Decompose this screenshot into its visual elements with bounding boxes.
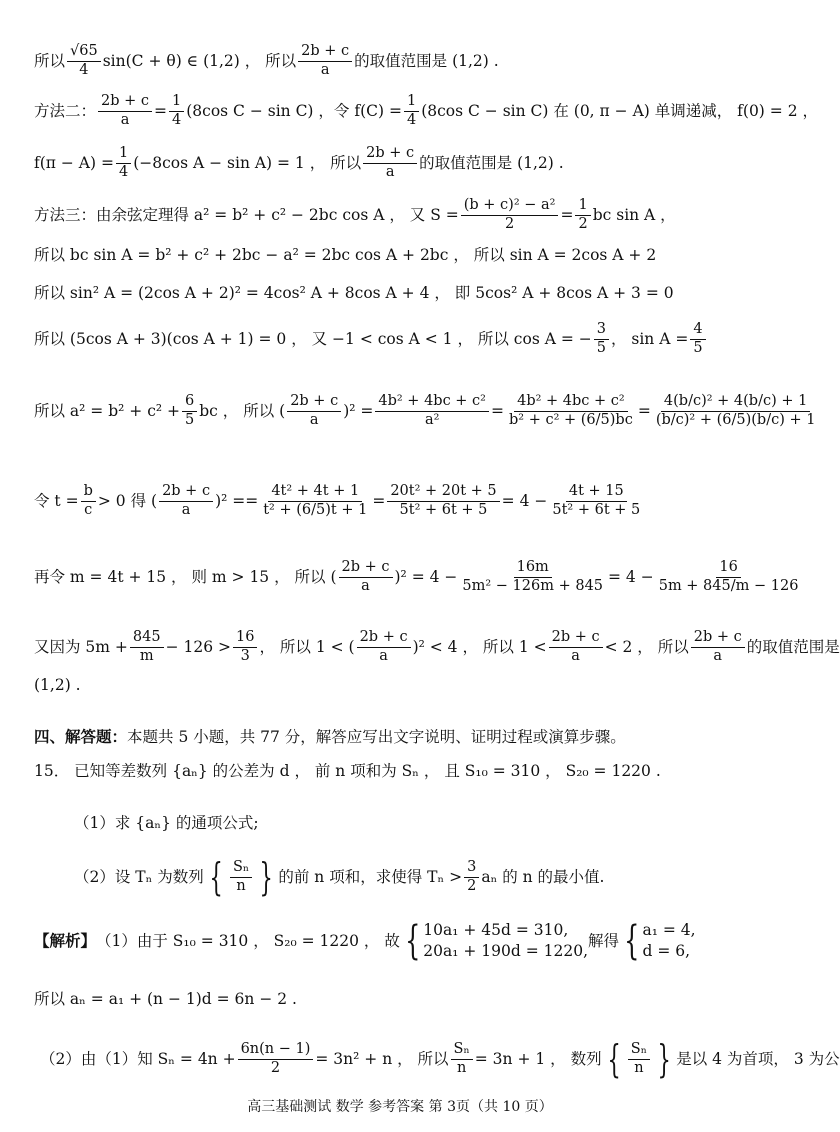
line-because [34,629,840,665]
right-brace: } [259,855,273,899]
denominator: (b/c)² + (6/5)(b/c) + 1 [655,411,816,428]
line-cos-value [34,322,780,357]
fraction [116,146,131,181]
numerator: 2b + c [691,630,745,648]
denominator: 5m + 845/m − 126 [658,577,799,594]
text: = 3n² + n ， 所以 [315,1049,449,1068]
left-brace: { [624,917,640,964]
question-15 [34,762,780,781]
fraction [260,484,370,519]
denominator: 5t² + 6t + 5 [399,501,488,518]
question-15-part-2 [74,855,780,899]
line-method-two-cont [34,146,780,181]
numerator: 4t² + 4t + 1 [268,484,362,502]
numerator: b [81,484,96,502]
text: = 4 − [501,492,548,511]
denominator: a [571,647,580,664]
text: 再令 m = 4t + 15 ， 则 m > 15 ， 所以 ( [34,568,337,587]
text: 所以 (5cos A + 3)(cos A + 1) = 0 ， 又 −1 < cos A < 1 ， 所以 cos A = − [34,330,592,349]
text: = [154,102,168,121]
numerator: 2b + c [339,560,393,578]
solution-part-1 [34,917,780,964]
numerator: 845 [130,630,164,648]
numerator: 6n(n − 1) [238,1042,314,1060]
text: 又因为 5m + [34,638,128,657]
numerator: 2b + c [549,630,603,648]
denominator: 5m² − 126m + 845 [462,577,604,594]
numerator: Sₙ [230,860,252,878]
fraction [169,94,184,129]
question-text: （1）求 {aₙ} 的通项公式; [74,814,259,832]
text: = [637,402,651,421]
text: 所以 bc sin A = b² + c² + 2bc − a² = 2bc cos A + 2bc ， 所以 sin A = 2cos A + 2 [34,246,657,264]
fraction [656,560,802,595]
text: (−8cos A − sin A) = 1 ， 所以 [133,154,362,173]
fraction [461,198,559,233]
denominator: 2 [270,1059,281,1076]
numerator: 2b + c [98,94,152,112]
text: = 3n + 1 ， 数列 [474,1049,602,1068]
denominator: 5 [185,411,195,428]
denominator: 5 [693,339,703,356]
equation-system [400,917,589,964]
fraction [339,560,393,595]
solution-part-2 [40,1037,840,1081]
denominator: a [309,411,319,428]
denominator: a [120,111,130,128]
fraction [451,1042,473,1077]
fraction [130,630,164,665]
numerator: 2b + c [159,484,213,502]
fraction [628,1042,650,1077]
equation-row: 20a₁ + 190d = 1220, [423,941,589,960]
fraction [233,630,257,665]
numerator: 1 [575,198,590,216]
equation-rows [643,920,696,962]
text: 所以 sin² A = (2cos A + 2)² = 4cos² A + 8cos A + 4 ， 即 5cos² A + 8cos A + 3 = 0 [34,284,674,302]
text: 所以 aₙ = a₁ + (n − 1)d = 6n − 2 . [34,990,297,1008]
section-instructions: 本题共 5 小题，共 77 分，解答应写出文字说明、证明过程或演算步骤。 [127,728,626,746]
text: (1,2) . [34,676,81,694]
fraction [81,484,96,519]
fraction [182,394,197,429]
text: 所以 [34,52,66,71]
section-heading [34,728,780,747]
text: 是以 4 为首项， 3 为公 [676,1049,840,1068]
text: 的取值范围是 [746,638,840,657]
numerator: 4(b/c)² + 4(b/c) + 1 [661,394,810,412]
text: )² = 4 − [394,568,458,587]
text: (8cos C − sin C) ，令 f(C) = [186,102,402,121]
braced-fraction [204,855,279,899]
text: 的前 n 项和，求使得 Tₙ > [278,867,463,886]
line-let-t [34,484,780,519]
denominator: b² + c² + (6/5)bc [509,411,633,428]
line-bc-sin [34,246,780,265]
denominator: 2 [467,877,477,894]
numerator: 6 [182,394,197,412]
denominator: n [634,1059,644,1076]
right-brace: } [657,1037,671,1081]
numerator: 1 [169,94,184,112]
text: )² == [215,492,259,511]
fraction [298,44,352,79]
numerator: Sₙ [451,1042,473,1060]
fraction [238,1042,314,1077]
text: aₙ 的 n 的最小值. [481,867,605,886]
fraction [594,322,609,357]
denominator: 3 [240,647,250,664]
text: = 4 − [608,568,654,587]
numerator: 4b² + 4bc + c² [514,394,628,412]
denominator: t² + (6/5)t + 1 [263,501,368,518]
denominator: a [379,647,388,664]
line-a-squared [34,393,816,429]
equation-row: a₁ = 4, [642,921,696,939]
fraction [375,394,489,429]
text: > 0 得 ( [97,492,158,511]
fraction [404,94,419,129]
denominator: a [361,577,370,594]
denominator: 4 [118,163,129,180]
text: （2）设 Tₙ 为数列 [74,867,204,886]
fraction [387,484,499,519]
method-label: 方法二： [34,102,97,121]
left-brace: { [404,917,421,964]
solution-general-term [34,990,780,1009]
text: ， 所以 1 < ( [259,638,355,657]
denominator: 4 [406,111,417,128]
text: 方法三：由余弦定理得 a² = b² + c² − 2bc cos A ， 又 S = [34,206,459,225]
denominator: 2 [578,215,588,232]
braced-fraction [602,1037,677,1081]
denominator: 4 [172,111,182,128]
numerator: 1 [404,94,419,112]
left-brace: { [607,1037,621,1081]
numerator: √65 [67,44,101,62]
denominator: n [236,877,246,894]
fraction [506,394,636,429]
equation-row: 10a₁ + 45d = 310, [423,921,569,939]
solution-label: 【解析】 [34,930,97,950]
question-text: 15． 已知等差数列 {aₙ} 的公差为 d ， 前 n 项和为 Sₙ ， 且 S₁₀ = 310 ， S₂₀ = 1220 . [34,762,661,780]
fraction [357,630,411,665]
numerator: 2b + c [363,146,417,164]
text: = [491,402,504,421]
denominator: c [84,501,93,518]
text: （2）由（1）知 Sₙ = 4n + [40,1049,236,1068]
numerator: Sₙ [628,1042,650,1060]
fraction [363,146,417,181]
denominator: 4 [79,61,89,78]
denominator: a [320,61,330,78]
text: bc ， 所以 ( [199,402,286,421]
text: sin(C + θ) ∈ (1,2) ， 所以 [102,52,297,71]
numerator: 2b + c [298,44,352,62]
numerator: 4t + 15 [566,484,627,502]
text: 令 t = [34,492,79,511]
numerator: 2b + c [357,630,411,648]
text: < 2 ， 所以 [604,638,689,657]
line-method-two [34,93,818,129]
denominator: 2 [504,215,515,232]
denominator: a² [424,411,440,428]
text: 的取值范围是 (1,2) . [354,52,499,71]
denominator: m [139,647,154,664]
numerator: 3 [464,860,479,878]
fraction [549,630,603,665]
denominator: 5t² + 6t + 5 [552,501,641,518]
numerator: (b + c)² − a² [461,198,559,216]
fraction [287,394,341,429]
numerator: 3 [594,322,609,340]
fraction [464,860,479,895]
numerator: 2b + c [287,394,341,412]
text: = [372,492,386,511]
numerator: 16 [716,560,740,578]
page-footer: 高三基础测试 数学 参考答案 第 3页（共 10 页） [247,1099,553,1115]
text: )² = [343,402,374,421]
denominator: a [181,501,191,518]
numerator: 4 [690,322,705,340]
text: 解得 [588,931,620,950]
denominator: a [385,163,395,180]
line-range-conclusion [34,44,780,79]
text: （1）由于 S₁₀ = 310 ， S₂₀ = 1220 ， 故 [96,931,400,950]
text: = [560,206,574,225]
denominator: 5 [596,339,606,356]
line-range-final [34,676,780,695]
numerator: 16 [233,630,257,648]
equation-system [619,917,696,964]
fraction [98,94,152,129]
numerator: 4b² + 4bc + c² [375,394,489,412]
denominator: n [456,1059,467,1076]
line-let-m [34,559,799,595]
line-sin-squared [34,284,780,303]
numerator: 1 [116,146,131,164]
text: − 126 > [165,638,232,657]
text: ， sin A = [610,330,689,349]
left-brace: { [209,855,223,899]
equation-row: d = 6, [642,941,691,960]
fraction [67,44,101,79]
text: )² < 4 ， 所以 1 < [412,638,547,657]
text: bc sin A ， [592,206,676,225]
text: f(π − A) = [34,154,114,173]
text: (8cos C − sin C) 在 (0, π − A) 单调递减， f(0) = 2 ， [421,102,818,121]
numerator: 16m [514,560,552,578]
fraction [691,630,745,665]
fraction [459,560,606,595]
denominator: a [713,647,723,664]
line-method-three [34,198,780,233]
fraction [159,484,213,519]
fraction [230,860,252,895]
text: 所以 a² = b² + c² + [34,402,181,421]
question-15-part-1 [74,814,780,833]
fraction [575,198,590,233]
fraction [549,484,643,519]
numerator: 20t² + 20t + 5 [387,484,499,502]
fraction [653,394,819,429]
fraction [690,322,705,357]
section-title: 四、解答题： [34,727,128,746]
text: 的取值范围是 (1,2) . [419,154,564,173]
equation-rows [423,920,588,962]
